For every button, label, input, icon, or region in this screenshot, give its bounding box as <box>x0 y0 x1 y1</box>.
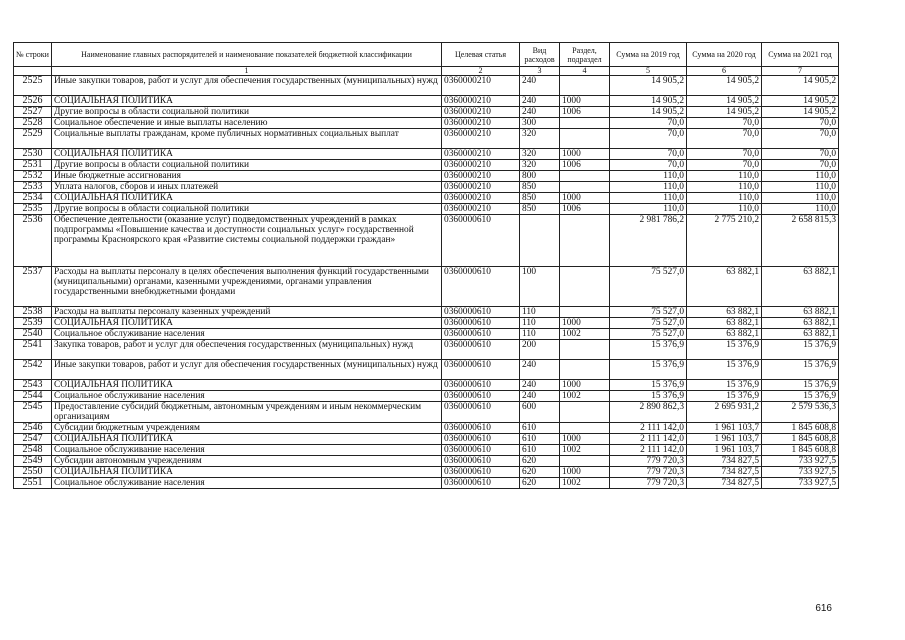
row-name: Социальное обслуживание населения <box>52 478 442 489</box>
row-number: 2539 <box>14 318 52 329</box>
amount-2021: 1 845 608,8 <box>762 434 839 445</box>
table-row <box>14 380 839 391</box>
row-number: 2529 <box>14 129 52 149</box>
row-name: Субсидии автономным учреждениям <box>52 456 442 467</box>
expense-type: 240 <box>520 380 560 391</box>
column-number: 5 <box>610 67 687 76</box>
amount-2019: 15 376,9 <box>610 340 687 360</box>
row-name: Предоставление субсидий бюджетным, автономным учреждениям и иным некоммерческим организациям <box>52 402 442 423</box>
row-number: 2542 <box>14 360 52 380</box>
table-row <box>14 193 839 204</box>
amount-2020: 110,0 <box>687 204 762 215</box>
target-code: 0360000210 <box>442 129 520 149</box>
expense-type: 320 <box>520 160 560 171</box>
row-number: 2536 <box>14 215 52 267</box>
row-name: Уплата налогов, сборов и иных платежей <box>52 182 442 193</box>
section-code: 1006 <box>560 160 610 171</box>
row-name: Другие вопросы в области социальной политики <box>52 107 442 118</box>
row-name: Иные закупки товаров, работ и услуг для обеспечения государственных (муниципальных) нужд <box>52 360 442 380</box>
amount-2020: 1 961 103,7 <box>687 445 762 456</box>
row-number: 2538 <box>14 307 52 318</box>
section-code <box>560 76 610 96</box>
amount-2021: 733 927,5 <box>762 478 839 489</box>
header-sum-2021: Сумма на 2021 год <box>762 43 839 67</box>
table-row <box>14 434 839 445</box>
amount-2021: 15 376,9 <box>762 340 839 360</box>
row-number: 2550 <box>14 467 52 478</box>
expense-type: 610 <box>520 423 560 434</box>
amount-2020: 63 882,1 <box>687 267 762 307</box>
amount-2019: 14 905,2 <box>610 96 687 107</box>
expense-type: 320 <box>520 129 560 149</box>
row-name: Иные бюджетные ассигнования <box>52 171 442 182</box>
header-row <box>14 43 839 67</box>
expense-type: 240 <box>520 76 560 96</box>
amount-2020: 14 905,2 <box>687 76 762 96</box>
section-code: 1000 <box>560 434 610 445</box>
table-row <box>14 445 839 456</box>
section-code: 1000 <box>560 318 610 329</box>
target-code: 0360000610 <box>442 329 520 340</box>
section-code <box>560 360 610 380</box>
amount-2021: 15 376,9 <box>762 380 839 391</box>
section-code <box>560 182 610 193</box>
expense-type: 240 <box>520 360 560 380</box>
section-code: 1000 <box>560 149 610 160</box>
row-number: 2528 <box>14 118 52 129</box>
expense-type: 610 <box>520 445 560 456</box>
expense-type: 850 <box>520 182 560 193</box>
amount-2021: 15 376,9 <box>762 360 839 380</box>
section-code: 1000 <box>560 96 610 107</box>
table-row <box>14 318 839 329</box>
amount-2019: 15 376,9 <box>610 380 687 391</box>
row-name: Расходы на выплаты персоналу казенных учреждений <box>52 307 442 318</box>
amount-2021: 110,0 <box>762 204 839 215</box>
expense-type: 200 <box>520 340 560 360</box>
table-row <box>14 391 839 402</box>
row-name: Социальное обслуживание населения <box>52 391 442 402</box>
amount-2021: 14 905,2 <box>762 96 839 107</box>
amount-2021: 2 658 815,3 <box>762 215 839 267</box>
header-razdel: Раздел, подраздел <box>560 43 610 67</box>
table-row <box>14 402 839 423</box>
expense-type: 240 <box>520 391 560 402</box>
column-number: 4 <box>560 67 610 76</box>
expense-type: 850 <box>520 193 560 204</box>
amount-2021: 70,0 <box>762 118 839 129</box>
row-number: 2537 <box>14 267 52 307</box>
row-name: Другие вопросы в области социальной политики <box>52 160 442 171</box>
section-code <box>560 307 610 318</box>
amount-2020: 2 695 931,2 <box>687 402 762 423</box>
target-code: 0360000610 <box>442 307 520 318</box>
amount-2020: 2 775 210,2 <box>687 215 762 267</box>
section-code: 1002 <box>560 329 610 340</box>
amount-2020: 15 376,9 <box>687 360 762 380</box>
amount-2021: 14 905,2 <box>762 76 839 96</box>
row-number: 2535 <box>14 204 52 215</box>
column-number <box>14 67 52 76</box>
amount-2019: 2 111 142,0 <box>610 423 687 434</box>
table-row <box>14 160 839 171</box>
target-code: 0360000210 <box>442 160 520 171</box>
row-name: Социальные выплаты гражданам, кроме публичных нормативных социальных выплат <box>52 129 442 149</box>
row-number: 2546 <box>14 423 52 434</box>
section-code <box>560 118 610 129</box>
amount-2021: 110,0 <box>762 182 839 193</box>
row-number: 2534 <box>14 193 52 204</box>
table-row <box>14 182 839 193</box>
amount-2020: 63 882,1 <box>687 329 762 340</box>
header-sum-2019: Сумма на 2019 год <box>610 43 687 67</box>
budget-table <box>13 42 839 489</box>
column-number: 1 <box>52 67 442 76</box>
section-code: 1006 <box>560 107 610 118</box>
amount-2020: 15 376,9 <box>687 391 762 402</box>
row-name: СОЦИАЛЬНАЯ ПОЛИТИКА <box>52 380 442 391</box>
target-code: 0360000610 <box>442 360 520 380</box>
column-number: 6 <box>687 67 762 76</box>
amount-2019: 110,0 <box>610 204 687 215</box>
expense-type: 240 <box>520 107 560 118</box>
amount-2021: 14 905,2 <box>762 107 839 118</box>
section-code <box>560 340 610 360</box>
row-number: 2548 <box>14 445 52 456</box>
row-name: Иные закупки товаров, работ и услуг для обеспечения государственных (муниципальных) нужд <box>52 76 442 96</box>
section-code <box>560 456 610 467</box>
table-row <box>14 129 839 149</box>
target-code: 0360000610 <box>442 215 520 267</box>
row-number: 2532 <box>14 171 52 182</box>
amount-2021: 733 927,5 <box>762 456 839 467</box>
row-number: 2545 <box>14 402 52 423</box>
table-row <box>14 204 839 215</box>
amount-2019: 110,0 <box>610 193 687 204</box>
amount-2019: 75 527,0 <box>610 318 687 329</box>
row-number: 2543 <box>14 380 52 391</box>
amount-2021: 70,0 <box>762 160 839 171</box>
row-name: СОЦИАЛЬНАЯ ПОЛИТИКА <box>52 467 442 478</box>
amount-2019: 75 527,0 <box>610 267 687 307</box>
amount-2021: 63 882,1 <box>762 318 839 329</box>
table-row <box>14 423 839 434</box>
amount-2019: 14 905,2 <box>610 107 687 118</box>
row-name: Социальное обслуживание населения <box>52 329 442 340</box>
section-code <box>560 423 610 434</box>
amount-2020: 15 376,9 <box>687 380 762 391</box>
amount-2020: 734 827,5 <box>687 456 762 467</box>
target-code: 0360000610 <box>442 402 520 423</box>
amount-2020: 110,0 <box>687 193 762 204</box>
amount-2019: 2 111 142,0 <box>610 434 687 445</box>
row-number: 2531 <box>14 160 52 171</box>
amount-2020: 70,0 <box>687 118 762 129</box>
header-vid: Вид расходов <box>520 43 560 67</box>
amount-2019: 70,0 <box>610 160 687 171</box>
amount-2020: 63 882,1 <box>687 307 762 318</box>
row-number: 2549 <box>14 456 52 467</box>
row-name: СОЦИАЛЬНАЯ ПОЛИТИКА <box>52 149 442 160</box>
row-name: Другие вопросы в области социальной политики <box>52 204 442 215</box>
target-code: 0360000610 <box>442 340 520 360</box>
table-row <box>14 329 839 340</box>
target-code: 0360000210 <box>442 193 520 204</box>
target-code: 0360000610 <box>442 445 520 456</box>
header-num: № строки <box>14 43 52 67</box>
target-code: 0360000210 <box>442 118 520 129</box>
expense-type: 110 <box>520 307 560 318</box>
row-number: 2527 <box>14 107 52 118</box>
amount-2019: 15 376,9 <box>610 360 687 380</box>
amount-2019: 110,0 <box>610 171 687 182</box>
header-target: Целевая статья <box>442 43 520 67</box>
amount-2020: 734 827,5 <box>687 467 762 478</box>
row-number: 2544 <box>14 391 52 402</box>
table-row <box>14 107 839 118</box>
amount-2020: 14 905,2 <box>687 107 762 118</box>
target-code: 0360000610 <box>442 467 520 478</box>
row-name: Социальное обеспечение и иные выплаты населению <box>52 118 442 129</box>
expense-type: 620 <box>520 478 560 489</box>
column-number: 2 <box>442 67 520 76</box>
row-number: 2547 <box>14 434 52 445</box>
amount-2020: 70,0 <box>687 129 762 149</box>
column-number-row <box>14 67 839 76</box>
amount-2021: 733 927,5 <box>762 467 839 478</box>
table-row <box>14 118 839 129</box>
target-code: 0360000210 <box>442 96 520 107</box>
column-number: 7 <box>762 67 839 76</box>
amount-2021: 1 845 608,8 <box>762 423 839 434</box>
amount-2021: 70,0 <box>762 129 839 149</box>
table-row <box>14 215 839 267</box>
target-code: 0360000210 <box>442 171 520 182</box>
row-name: Субсидии бюджетным учреждениям <box>52 423 442 434</box>
target-code: 0360000610 <box>442 478 520 489</box>
amount-2020: 14 905,2 <box>687 96 762 107</box>
amount-2020: 70,0 <box>687 160 762 171</box>
target-code: 0360000610 <box>442 456 520 467</box>
row-name: Расходы на выплаты персоналу в целях обеспечения выполнения функций государственными (муниципальными) органами, казенными учреждениями, органами управления государственными внебюджетными фондами <box>52 267 442 307</box>
row-number: 2541 <box>14 340 52 360</box>
amount-2021: 110,0 <box>762 193 839 204</box>
amount-2021: 1 845 608,8 <box>762 445 839 456</box>
section-code: 1006 <box>560 204 610 215</box>
amount-2020: 63 882,1 <box>687 318 762 329</box>
expense-type: 620 <box>520 456 560 467</box>
amount-2019: 70,0 <box>610 129 687 149</box>
table-row <box>14 171 839 182</box>
amount-2021: 63 882,1 <box>762 307 839 318</box>
section-code: 1002 <box>560 391 610 402</box>
expense-type: 240 <box>520 96 560 107</box>
row-name: СОЦИАЛЬНАЯ ПОЛИТИКА <box>52 434 442 445</box>
amount-2019: 15 376,9 <box>610 391 687 402</box>
section-code: 1002 <box>560 478 610 489</box>
section-code: 1000 <box>560 193 610 204</box>
amount-2019: 75 527,0 <box>610 307 687 318</box>
expense-type: 110 <box>520 318 560 329</box>
header-name: Наименование главных распорядителей и наименование показателей бюджетной классификации <box>52 43 442 67</box>
row-name: Обеспечение деятельности (оказание услуг) подведомственных учреждений в рамках подпрограммы «Повышение качества и доступности социальных услуг» государственной программы Красноярского края «Развитие системы социальной поддержки граждан» <box>52 215 442 267</box>
expense-type: 100 <box>520 267 560 307</box>
target-code: 0360000610 <box>442 318 520 329</box>
amount-2019: 779 720,3 <box>610 478 687 489</box>
row-name: Социальное обслуживание населения <box>52 445 442 456</box>
amount-2020: 70,0 <box>687 149 762 160</box>
expense-type: 300 <box>520 118 560 129</box>
target-code: 0360000210 <box>442 107 520 118</box>
section-code: 1000 <box>560 467 610 478</box>
amount-2019: 75 527,0 <box>610 329 687 340</box>
table-row <box>14 267 839 307</box>
row-number: 2551 <box>14 478 52 489</box>
row-name: СОЦИАЛЬНАЯ ПОЛИТИКА <box>52 96 442 107</box>
target-code: 0360000610 <box>442 423 520 434</box>
section-code <box>560 402 610 423</box>
amount-2020: 110,0 <box>687 182 762 193</box>
expense-type: 620 <box>520 467 560 478</box>
target-code: 0360000210 <box>442 204 520 215</box>
table-row <box>14 467 839 478</box>
amount-2021: 63 882,1 <box>762 267 839 307</box>
table-row <box>14 478 839 489</box>
table-row <box>14 340 839 360</box>
amount-2021: 15 376,9 <box>762 391 839 402</box>
target-code: 0360000610 <box>442 434 520 445</box>
expense-type: 320 <box>520 149 560 160</box>
amount-2021: 63 882,1 <box>762 329 839 340</box>
row-name: СОЦИАЛЬНАЯ ПОЛИТИКА <box>52 193 442 204</box>
amount-2020: 1 961 103,7 <box>687 423 762 434</box>
table-row <box>14 76 839 96</box>
amount-2020: 1 961 103,7 <box>687 434 762 445</box>
row-number: 2530 <box>14 149 52 160</box>
row-number: 2540 <box>14 329 52 340</box>
amount-2019: 14 905,2 <box>610 76 687 96</box>
target-code: 0360000210 <box>442 76 520 96</box>
section-code <box>560 171 610 182</box>
table-row <box>14 149 839 160</box>
amount-2021: 110,0 <box>762 171 839 182</box>
amount-2020: 110,0 <box>687 171 762 182</box>
expense-type: 110 <box>520 329 560 340</box>
row-number: 2525 <box>14 76 52 96</box>
row-number: 2533 <box>14 182 52 193</box>
amount-2019: 70,0 <box>610 118 687 129</box>
table-row <box>14 360 839 380</box>
table-row <box>14 307 839 318</box>
section-code <box>560 215 610 267</box>
expense-type: 600 <box>520 402 560 423</box>
row-name: СОЦИАЛЬНАЯ ПОЛИТИКА <box>52 318 442 329</box>
page-number: 616 <box>815 603 832 614</box>
column-number: 3 <box>520 67 560 76</box>
amount-2019: 2 981 786,2 <box>610 215 687 267</box>
amount-2019: 70,0 <box>610 149 687 160</box>
expense-type: 850 <box>520 204 560 215</box>
table-body <box>14 76 839 489</box>
amount-2021: 2 579 536,3 <box>762 402 839 423</box>
amount-2021: 70,0 <box>762 149 839 160</box>
expense-type: 800 <box>520 171 560 182</box>
section-code: 1002 <box>560 445 610 456</box>
row-number: 2526 <box>14 96 52 107</box>
header-sum-2020: Сумма на 2020 год <box>687 43 762 67</box>
table-row <box>14 456 839 467</box>
target-code: 0360000610 <box>442 267 520 307</box>
section-code <box>560 129 610 149</box>
amount-2019: 779 720,3 <box>610 456 687 467</box>
section-code: 1000 <box>560 380 610 391</box>
amount-2019: 110,0 <box>610 182 687 193</box>
target-code: 0360000210 <box>442 149 520 160</box>
expense-type <box>520 215 560 267</box>
expense-type: 610 <box>520 434 560 445</box>
table-row <box>14 96 839 107</box>
amount-2019: 779 720,3 <box>610 467 687 478</box>
amount-2020: 15 376,9 <box>687 340 762 360</box>
section-code <box>560 267 610 307</box>
target-code: 0360000610 <box>442 391 520 402</box>
amount-2019: 2 111 142,0 <box>610 445 687 456</box>
row-name: Закупка товаров, работ и услуг для обеспечения государственных (муниципальных) нужд <box>52 340 442 360</box>
target-code: 0360000610 <box>442 380 520 391</box>
amount-2019: 2 890 862,3 <box>610 402 687 423</box>
target-code: 0360000210 <box>442 182 520 193</box>
amount-2020: 734 827,5 <box>687 478 762 489</box>
